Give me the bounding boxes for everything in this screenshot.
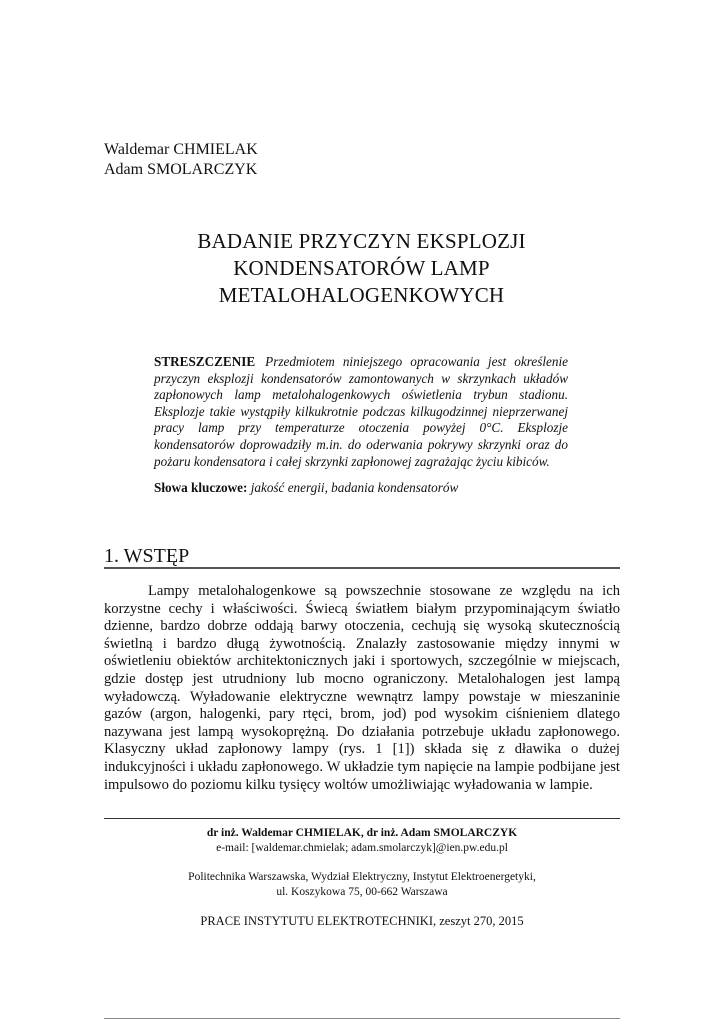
footnote-affiliation: Politechnika Warszawska, Wydział Elektryczny, Instytut Elektroenergetyki, bbox=[188, 871, 536, 883]
abstract-label: STRESZCZENIE bbox=[154, 354, 256, 369]
section-divider bbox=[104, 567, 620, 569]
title-line: BADANIE PRZYCZYN EKSPLOZJI bbox=[197, 229, 526, 253]
keywords-value: jakość energii, badania kondensatorów bbox=[250, 480, 459, 495]
footnote-email: e-mail: [waldemar.chmielak; adam.smolarczyk]@ien.pw.edu.pl bbox=[216, 842, 508, 854]
abstract-text: Przedmiotem niniejszego opracowania jest określenie przyczyn eksplozji kondensatorów zamontowanych w skrzynkach układów zapłonowych lamp metalohalogenkowych oświetlenia trybun stadionu. Eksplozje takie wystąpiły kilkukrotnie podczas kilkugodzinnej nieprzerwanej pracy lamp przy temperaturze otoczenia powyżej 0°C. Eksplozje kondensatorów doprowadziły m.in. do oderwania pokrywy skrzynki oraz do pożaru kondensatora i całej skrzynki zapłonowej zagrażając życiu kibiców. bbox=[154, 354, 568, 469]
journal-reference: PRACE INSTYTUTU ELEKTROTECHNIKI, zeszyt 270, 2015 bbox=[200, 914, 524, 928]
footnote bbox=[104, 826, 620, 929]
page-bottom-divider bbox=[104, 1018, 620, 1019]
footnote-address: ul. Koszykowa 75, 00-662 Warszawa bbox=[276, 886, 448, 898]
paper-title bbox=[104, 228, 619, 309]
footnote-authors: dr inż. Waldemar CHMIELAK, dr inż. Adam SMOLARCZYK bbox=[206, 827, 518, 839]
body-paragraph: Lampy metalohalogenkowe są powszechnie stosowane ze względu na ich korzystne cechy i właściwości. Świecą światłem białym przypominającym światło dzienne, bardzo dobrze oddają barwy otoczenia, cechują się wysoką skutecznością świetlną i bardzo długą żywotnością. Znalazły zastosowanie między innymi w oświetleniu obiektów architektonicznych jaki i sportowych, szczególnie w miejscach, gdzie dostęp jest utrudniony lub mocno ograniczony. Metalohalogen jest lampą wyładowczą. Wyładowanie elektryczne wewnątrz lampy powstaje w mieszaninie gazów (argon, halogenki, pary rtęci, brom, jod) pod wysokim ciśnieniem dlatego nazywana jest lampą wysokoprężną. Do działania potrzebuje układu zapłonowego. Klasyczny układ zapłonowy lampy (rys. 1 [1]) składa się z dławika o dużej indukcyjności i układu zapłonowego. W układzie tym napięcie na lampie podbijane jest impulsowo do poziomu kilku tysięcy woltów umożliwiając wyładowania w lampie. bbox=[104, 583, 620, 793]
abstract bbox=[154, 354, 568, 470]
author-name: Waldemar CHMIELAK bbox=[104, 141, 258, 158]
author-list bbox=[104, 140, 258, 180]
title-line: KONDENSATORÓW LAMP bbox=[233, 256, 490, 280]
keywords bbox=[154, 480, 568, 496]
section-heading: 1. WSTĘP bbox=[104, 545, 190, 567]
footnote-divider bbox=[104, 818, 620, 819]
keywords-label: Słowa kluczowe: bbox=[154, 480, 248, 495]
author-name: Adam SMOLARCZYK bbox=[104, 161, 258, 178]
title-line: METALOHALOGENKOWYCH bbox=[218, 283, 505, 307]
